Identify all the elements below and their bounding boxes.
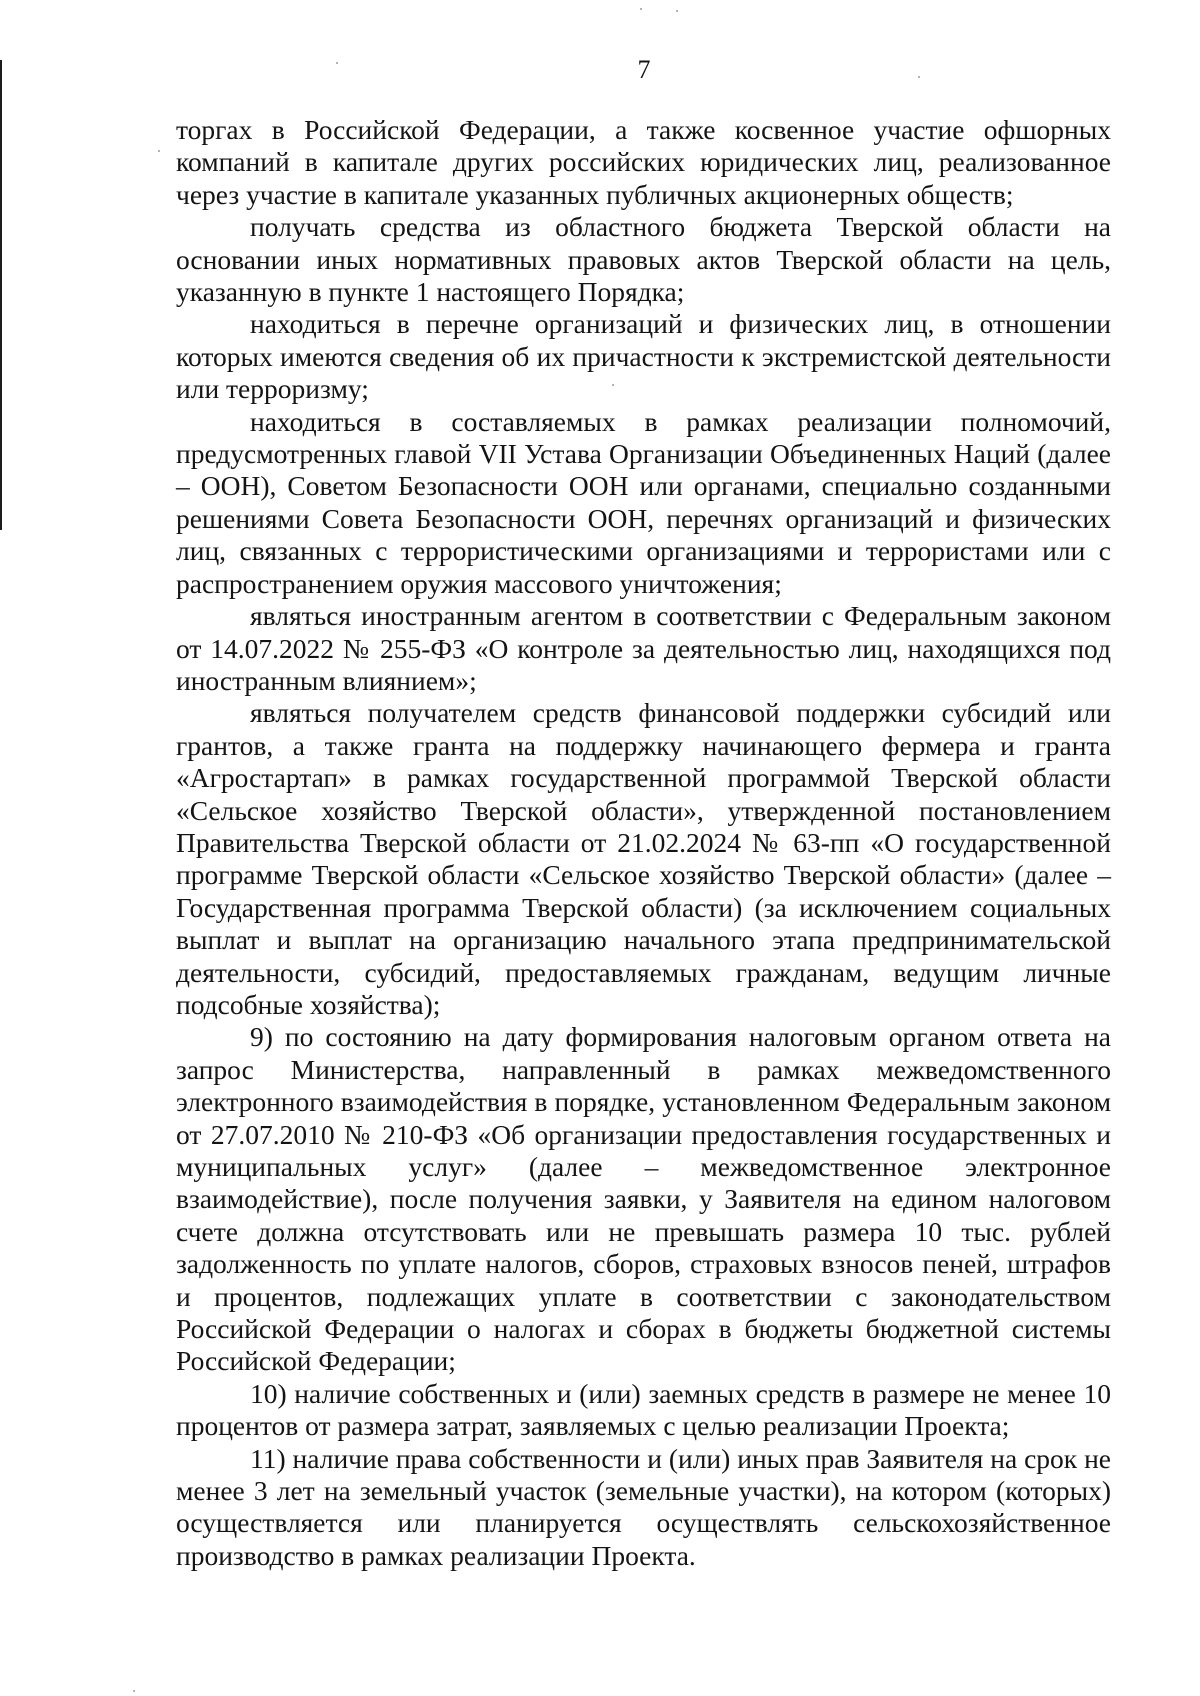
scan-speck [640,8,642,10]
paragraph: находиться в составляемых в рамках реализации полномочий, предусмотренных главой VII Устава Организации Объединенных Наций (далее – ООН), Советом Безопасности ООН или органами, специально созданными решениями Совета Безопасности ООН, перечнях организаций и физических лиц, связанных с террористическими организациями и террористами или с распространением оружия массового уничтожения; [176,405,1111,599]
paragraph-continuation: торгах в Российской Федерации, а также косвенное участие офшорных компаний в капитале других российских юридических лиц, реализованное через участие в капитале указанных публичных акционерных обществ; [176,114,1111,210]
document-body [176,114,1111,1572]
paragraph: являться иностранным агентом в соответствии с Федеральным законом от 14.07.2022 № 255-ФЗ «О контроле за деятельностью лиц, находящихся под иностранным влиянием»; [176,600,1111,696]
paragraph-item-11: 11) наличие права собственности и (или) иных прав Заявителя на срок не менее 3 лет на земельный участок (земельные участки), на котором (которых) осуществляется или планируется осуществлять сельскохозяйственное производство в рамках реализации Проекта. [176,1442,1111,1571]
scan-speck [676,10,678,12]
paragraph-item-9: 9) по состоянию на дату формирования налоговым органом ответа на запрос Министерства, направленный в рамках межведомственного электронного взаимодействия в порядке, установленном Федеральным законом от 27.07.2010 № 210-ФЗ «Об организации предоставления государственных и муниципальных услуг» (далее – межведомственное электронное взаимодействие), после получения заявки, у Заявителя на едином налоговом счете должна отсутствовать или не превышать размера 10 тыс. рублей задолженность по уплате налогов, сборов, страховых взносов пеней, штрафов и процентов, подлежащих уплате в соответствии с законодательством Российской Федерации о налогах и сборах в бюджеты бюджетной системы Российской Федерации; [176,1021,1111,1377]
page-number: 7 [637,55,651,84]
scan-speck [133,1690,135,1692]
paragraph: получать средства из областного бюджета Тверской области на основании иных нормативных правовых актов Тверской области на цель, указанную в пункте 1 настоящего Порядка; [176,211,1111,308]
paragraph: находиться в перечне организаций и физических лиц, в отношении которых имеются сведения об их причастности к экстремистской деятельности или терроризму; [176,308,1111,405]
scan-edge-mark [0,60,2,530]
scan-speck [158,150,160,152]
paragraph-item-10: 10) наличие собственных и (или) заемных средств в размере не менее 10 процентов от размера затрат, заявляемых с целью реализации Проекта; [176,1377,1111,1442]
paragraph: являться получателем средств финансовой поддержки субсидий или грантов, а также гранта на поддержку начинающего фермера и гранта «Агростартап» в рамках государственной программой Тверской области «Сельское хозяйство Тверской области», утвержденной постановлением Правительства Тверской области от 21.02.2024 № 63-пп «О государственной программе Тверской области «Сельское хозяйство Тверской области» (далее – Государственная программа Тверской области) (за исключением социальных выплат и выплат на организацию начального этапа предпринимательской деятельности, субсидий, предоставляемых гражданам, ведущим личные подсобные хозяйства); [176,697,1111,1020]
